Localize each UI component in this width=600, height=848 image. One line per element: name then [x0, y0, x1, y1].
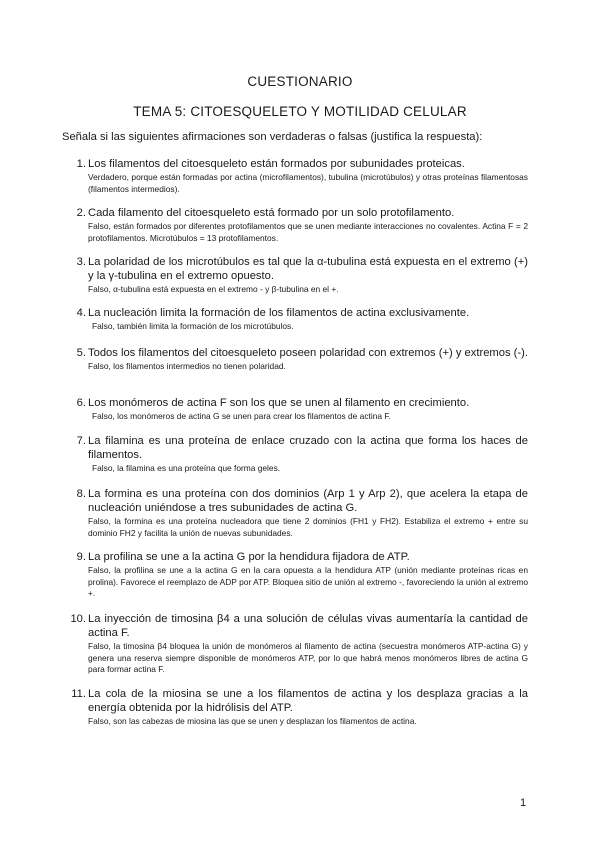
- question-text: Los filamentos del citoesqueleto están formados por subunidades proteicas.: [88, 158, 465, 170]
- question-item: [70, 612, 528, 676]
- question-item: [76, 487, 528, 539]
- question-number: 8.: [76, 488, 86, 500]
- question-text: Cada filamento del citoesqueleto está formado por un solo protofilamento.: [88, 207, 455, 219]
- question-item: [76, 346, 528, 373]
- question-text: La cola de la miosina se une a los filamentos de actina y los desplaza gracias a la energía obtenida por la hidrólisis del ATP.: [88, 688, 528, 714]
- question-item: [76, 157, 528, 195]
- question-text: La formina es una proteína con dos dominios (Arp 1 y Arp 2), que acelera la etapa de nucleación uniéndose a tres subunidades de actina G.: [88, 488, 528, 514]
- answer-text: Falso, la timosina β4 bloquea la unión de monómeros al filamento de actina (secuestra monómeros ATP-actina G) y genera una reserva siempre disponible de monómeros ATP, por lo que habrá menos monómeros libres de actina G para formar actina F.: [88, 641, 528, 674]
- answer-text: Falso, los monómeros de actina G se unen para crear los filamentos de actina F.: [92, 411, 391, 421]
- question-number: 7.: [76, 435, 86, 447]
- answer-text: Falso, los filamentos intermedios no tienen polaridad.: [88, 361, 286, 371]
- question-item: [76, 306, 528, 333]
- instructions-text: Señala si las siguientes afirmaciones son verdaderas o falsas (justifica la respuesta):: [62, 131, 483, 143]
- question-number: 11.: [71, 688, 86, 700]
- answer-text: Falso, α-tubulina está expuesta en el extremo - y β-tubulina en el +.: [88, 284, 339, 294]
- question-item: [76, 396, 528, 423]
- question-text: La profilina se une a la actina G por la hendidura fijadora de ATP.: [88, 551, 410, 563]
- question-text: Todos los filamentos del citoesqueleto poseen polaridad con extremos (+) y extremos (-).: [88, 347, 528, 359]
- question-number: 1.: [76, 158, 86, 170]
- question-text: Los monómeros de actina F son los que se unen al filamento en crecimiento.: [88, 397, 470, 409]
- document-subtitle: TEMA 5: CITOESQUELETO Y MOTILIDAD CELULAR: [133, 104, 467, 119]
- question-number: 2.: [76, 207, 86, 219]
- answer-text: Falso, también limita la formación de los microtúbulos.: [92, 321, 294, 331]
- question-item: [76, 206, 528, 244]
- question-item: [76, 550, 528, 600]
- question-item: [76, 434, 528, 475]
- question-text: La filamina es una proteína de enlace cruzado con la actina que forma los haces de filamentos.: [88, 435, 528, 461]
- question-number: 6.: [76, 397, 86, 409]
- question-number: 4.: [76, 307, 86, 319]
- question-text: La inyección de timosina β4 a una solución de células vivas aumentaría la cantidad de actina F.: [88, 613, 528, 639]
- page-number: 1: [520, 797, 527, 809]
- question-number: 5.: [76, 347, 86, 359]
- answer-text: Falso, la profilina se une a la actina G en la cara opuesta a la hendidura ATP (unión mediante proteínas ricas en prolina). Favorece el reemplazo de ADP por ATP. Bloquea sitio de unión al extremo -, favoreciendo la unión al extremo +.: [88, 565, 528, 598]
- question-item: [71, 687, 528, 728]
- question-number: 10.: [70, 613, 86, 625]
- answer-text: Falso, están formados por diferentes protofilamentos que se unen mediante interacciones no covalentes. Actina F = 2 protofilamentos. Microtúbulos = 13 protofilamentos.: [88, 221, 528, 243]
- question-number: 3.: [76, 256, 86, 268]
- question-text: La nucleación limita la formación de los filamentos de actina exclusivamente.: [88, 307, 470, 319]
- question-item: [76, 255, 528, 296]
- answer-text: Falso, son las cabezas de miosina las que se unen y desplazan los filamentos de actina.: [88, 716, 417, 726]
- answer-text: Verdadero, porque están formadas por actina (microfilamentos), tubulina (microtúbulos) y otras proteínas filamentosas (filamentos intermedios).: [88, 172, 528, 194]
- question-text: La polaridad de los microtúbulos es tal que la α-tubulina está expuesta en el extremo (+) y la γ-tubulina en el extremo opuesto.: [88, 256, 528, 282]
- answer-text: Falso, la filamina es una proteína que forma geles.: [92, 463, 281, 473]
- answer-text: Falso, la formina es una proteína nucleadora que tiene 2 dominios (FH1 y FH2). Estabiliza el extremo + entre su dominio FH2 y facilita la unión de nuevas subunidades.: [88, 516, 528, 538]
- document-title: CUESTIONARIO: [247, 74, 353, 89]
- question-number: 9.: [76, 551, 86, 563]
